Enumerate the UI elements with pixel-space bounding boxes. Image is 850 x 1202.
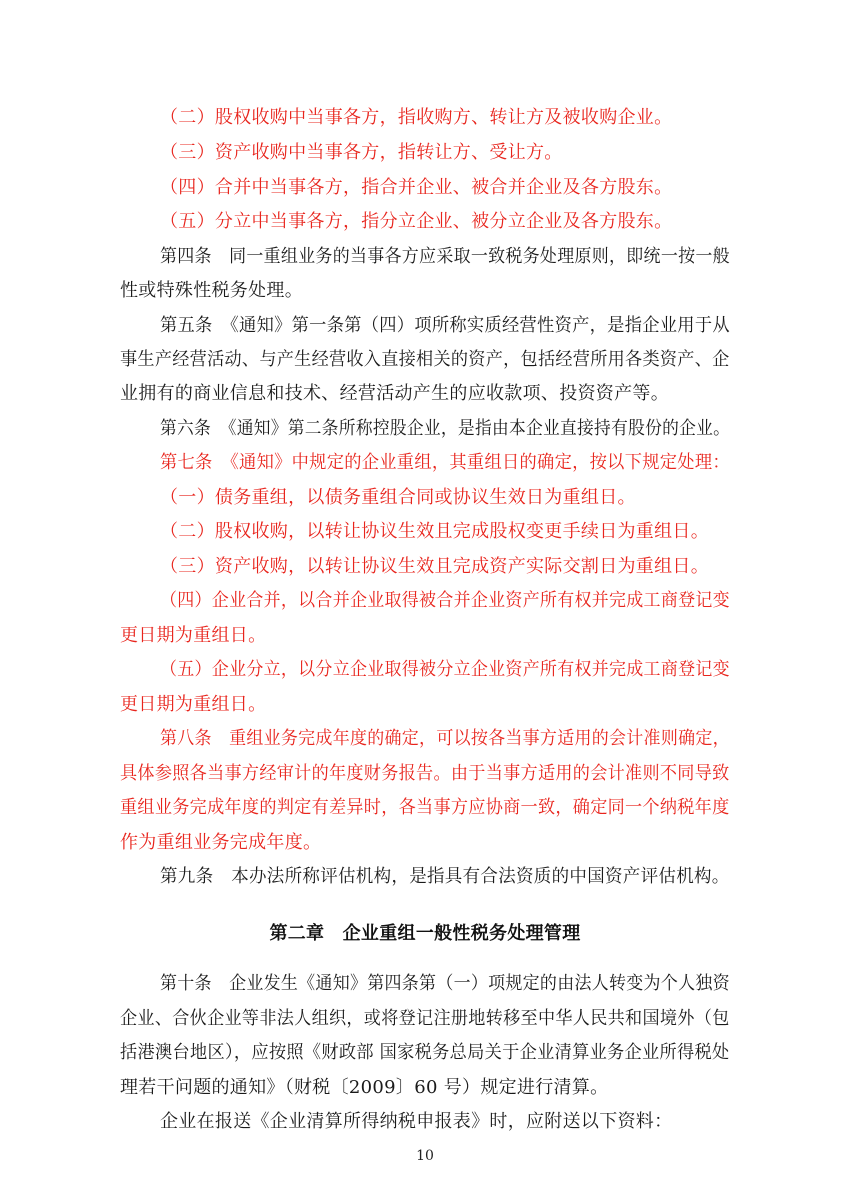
- text-line: （三）资产收购，以转让协议生效且完成资产实际交割日为重组日。: [160, 556, 709, 577]
- text-line: 更日期为重组日。: [120, 694, 267, 715]
- text-line: （四）合并中当事各方，指合并企业、被合并企业及各方股东。: [160, 177, 673, 198]
- page-number: 10: [416, 1148, 434, 1164]
- text-line: （一）债务重组，以债务重组合同或协议生效日为重组日。: [160, 487, 636, 508]
- text-line: 第十条 企业发生《通知》第四条第（一）项规定的由法人转变为个人独资: [160, 973, 730, 994]
- text-line: 第五条 《通知》第一条第（四）项所称实质经营性资产，是指企业用于从: [160, 315, 730, 336]
- text-line: 第八条 重组业务完成年度的确定，可以按各当事方适用的会计准则确定，: [160, 728, 730, 749]
- text-line: （二）股权收购中当事各方，指收购方、转让方及被收购企业。: [160, 107, 673, 128]
- chapter-heading: 第二章 企业重组一般性税务处理管理: [269, 923, 581, 944]
- text-line: （二）股权收购，以转让协议生效且完成股权变更手续日为重组日。: [160, 521, 709, 542]
- text-line: （三）资产收购中当事各方，指转让方、受让方。: [160, 142, 563, 163]
- text-line: 括港澳台地区），应按照《财政部 国家税务总局关于企业清算业务企业所得税处: [120, 1042, 730, 1063]
- text-line: 作为重组业务完成年度。: [120, 832, 322, 853]
- text-line: 第九条 本办法所称评估机构，是指具有合法资质的中国资产评估机构。: [160, 866, 730, 887]
- text-line: 更日期为重组日。: [120, 625, 267, 646]
- text-line: 第七条 《通知》中规定的企业重组，其重组日的确定，按以下规定处理：: [160, 452, 730, 473]
- text-line: 性或特殊性税务处理。: [120, 280, 303, 301]
- text-line: （四）企业合并，以合并企业取得被合并企业资产所有权并完成工商登记变: [160, 590, 730, 611]
- text-line: 具体参照各当事方经审计的年度财务报告。由于当事方适用的会计准则不同导致: [120, 763, 730, 784]
- text-line: 业拥有的商业信息和技术、经营活动产生的应收款项、投资资产等。: [120, 383, 669, 404]
- text-line: 重组业务完成年度的判定有差异时，各当事方应协商一致，确定同一个纳税年度: [120, 797, 730, 818]
- text-line: 理若干问题的通知》（财税〔2009〕60 号）规定进行清算。: [120, 1077, 609, 1098]
- text-line: 企业在报送《企业清算所得纳税申报表》时，应附送以下资料：: [160, 1111, 673, 1132]
- text-line: 第六条 《通知》第二条所称控股企业，是指由本企业直接持有股份的企业。: [160, 418, 731, 439]
- text-line: 第四条 同一重组业务的当事各方应采取一致税务处理原则，即统一按一般: [160, 246, 730, 267]
- text-line: （五）企业分立，以分立企业取得被分立企业资产所有权并完成工商登记变: [160, 659, 730, 680]
- text-line: （五）分立中当事各方，指分立企业、被分立企业及各方股东。: [160, 211, 673, 232]
- text-line: 事生产经营活动、与产生经营收入直接相关的资产，包括经营所用各类资产、企: [120, 349, 730, 370]
- text-line: 企业、合伙企业等非法人组织，或将登记注册地转移至中华人民共和国境外（包: [120, 1008, 730, 1029]
